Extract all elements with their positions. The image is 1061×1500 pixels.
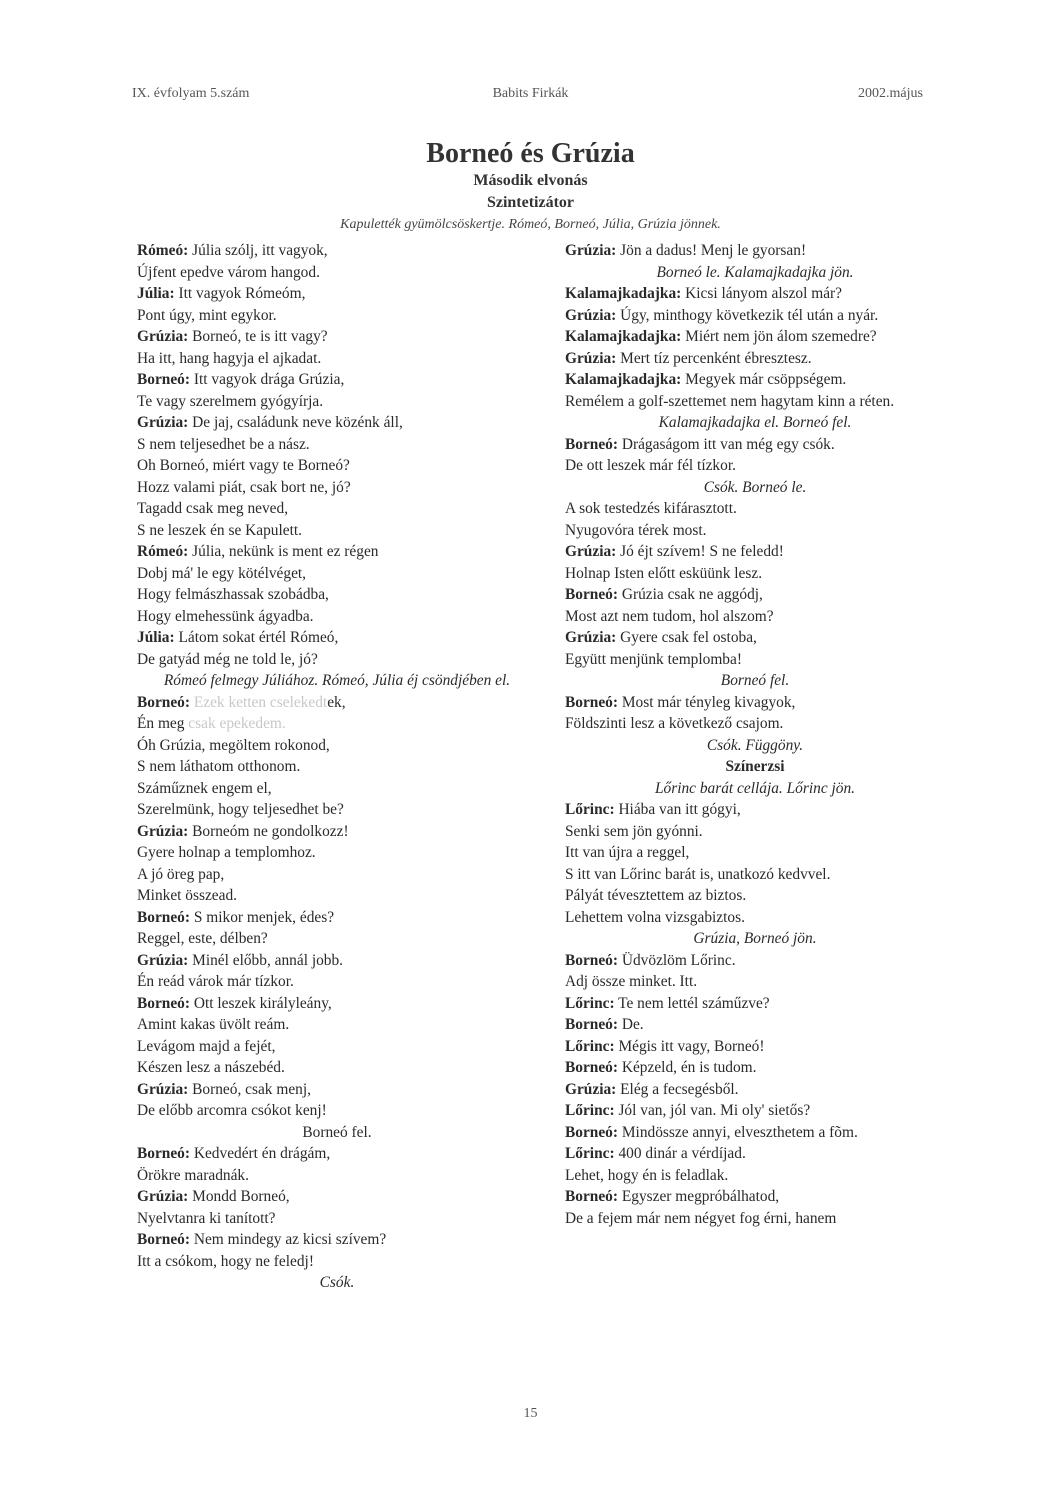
line-text: Minket összead. — [137, 887, 238, 904]
line-text: Borneó, csak menj, — [188, 1080, 311, 1098]
speaker-name: Lőrinc: — [565, 801, 615, 818]
dialogue-line — [565, 993, 945, 1015]
dialogue-line — [137, 240, 537, 262]
line-text: Borneóm ne gondolkozz! — [188, 822, 349, 840]
line-text: 400 dinár a vérdíjad. — [614, 1145, 746, 1162]
dialogue-line — [565, 584, 945, 606]
line-text: Szerelmünk, hogy teljesedhet be? — [137, 801, 344, 818]
speaker-name: Borneó: — [565, 435, 619, 453]
line-text: Képzeld, én is tudom. — [618, 1059, 757, 1076]
dialogue-line — [137, 1165, 537, 1187]
line-text: Amint kakas üvölt reám. — [137, 1016, 290, 1033]
line-text: Ha itt, hang hagyja el ajkadat. — [137, 349, 322, 367]
dialogue-line — [565, 627, 945, 649]
line-text: Kedvedért én drágám, — [190, 1145, 331, 1162]
line-text: Drágaságom itt van még egy csók. — [618, 435, 835, 453]
dialogue-line — [565, 606, 945, 628]
scene-title: Szintetizátor — [486, 194, 575, 211]
line-text: Mert tíz percenként ébresztesz. — [616, 349, 812, 367]
line-text: Üdvözlöm Lőrinc. — [618, 951, 736, 969]
speaker-name: Grúzia: — [565, 629, 617, 646]
line-text: Most azt nem tudom, hol alszom? — [565, 607, 774, 625]
right-column — [565, 240, 945, 1229]
line-text: Reggel, este, délben? — [137, 930, 268, 947]
line-text: De előbb arcomra csókot kenj! — [137, 1102, 327, 1119]
dialogue-line — [137, 348, 537, 370]
dialogue-line — [565, 1079, 945, 1101]
speaker-name: Borneó: — [137, 1145, 191, 1162]
line-text: Óh Grúzia, megöltem rokonod, — [137, 736, 330, 754]
dialogue-line — [137, 434, 537, 456]
line-text: A jó öreg pap, — [137, 865, 225, 883]
dialogue-line — [137, 1036, 537, 1058]
dialogue-line — [137, 735, 537, 757]
dialogue-line — [137, 993, 537, 1015]
dialogue-line — [565, 950, 945, 972]
dialogue-line — [137, 283, 537, 305]
line-text: Újfent epedve várom hangod. — [137, 263, 320, 281]
line-text: Jó éjt szívem! S ne feledd! — [616, 543, 784, 560]
dialogue-line — [565, 455, 945, 477]
speaker-name: Grúzia: — [137, 328, 189, 345]
speaker-name: Kalamajkadajka: — [565, 371, 682, 388]
header-date: 2002.május — [858, 86, 923, 101]
speaker-name: Lőrinc: — [565, 1102, 615, 1119]
dialogue-line — [565, 842, 945, 864]
speaker-name: Grúzia: — [565, 242, 617, 259]
dialogue-line — [137, 369, 537, 391]
dialogue-line — [137, 971, 537, 993]
line-text: Holnap Isten előtt esküünk lesz. — [565, 564, 763, 582]
speaker-name: Lőrinc: — [565, 1037, 615, 1055]
dialogue-line — [565, 821, 945, 843]
dialogue-line — [565, 348, 945, 370]
line-text: Kicsi lányom alszol már? — [681, 285, 842, 302]
speaker-name: Borneó: — [137, 693, 191, 711]
line-text: Egyszer megpróbálhatod, — [618, 1188, 780, 1205]
dialogue-line — [137, 627, 537, 649]
line-text: Hozz valami piát, csak bort ne, jó? — [137, 478, 351, 496]
line-text: Hogy felmászhassak szobádba, — [137, 586, 329, 603]
dialogue-line — [137, 606, 537, 628]
faded-text: csak epekedem. — [184, 715, 286, 732]
dialogue-line — [565, 520, 945, 542]
dialogue-line — [137, 498, 537, 520]
line-text: De ott leszek már fél tízkor. — [565, 457, 736, 474]
dialogue-line — [565, 391, 945, 413]
dialogue-line — [137, 649, 537, 671]
dialogue-line — [137, 1100, 537, 1122]
stage-direction: Csók. — [319, 1274, 355, 1291]
speaker-name: Grúzia: — [137, 1080, 189, 1098]
dialogue-line — [137, 563, 537, 585]
line-text: Mindössze annyi, elveszthetem a fõm. — [618, 1123, 858, 1141]
line-text: Remélem a golf-szettemet nem hagytam kinn a réten. — [565, 392, 895, 410]
speaker-name: Grúzia: — [137, 822, 189, 840]
dialogue-line — [137, 928, 537, 950]
dialogue-line — [137, 305, 537, 327]
dialogue-line — [565, 692, 945, 714]
line-text: A sok testedzés kifárasztott. — [565, 500, 737, 517]
speaker-name: Borneó: — [565, 693, 619, 711]
dialogue-line — [137, 520, 537, 542]
line-text: Ott leszek királyleány, — [190, 994, 332, 1012]
dialogue-line — [565, 283, 945, 305]
dialogue-line — [565, 1186, 945, 1208]
dialogue-line — [565, 1208, 945, 1230]
header-issue: IX. évfolyam 5.szám — [132, 86, 250, 101]
dialogue-line — [137, 391, 537, 413]
speaker-name: Rómeó: — [137, 543, 189, 560]
line-text: Látom sokat értél Rómeó, — [174, 629, 339, 646]
stage-direction: Borneó fel. — [302, 1123, 372, 1141]
line-text: Megyek már csöppségem. — [681, 371, 847, 388]
speaker-name: Borneó: — [565, 951, 619, 969]
speaker-name: Grúzia: — [565, 349, 617, 367]
line-text: S nem teljesedhet be a nász. — [137, 435, 310, 453]
line-text: Senki sem jön gyónni. — [565, 822, 703, 840]
line-text: Én reád várok már tízkor. — [137, 973, 294, 990]
stage-direction: Kalamajkadajka el. Borneó fel. — [658, 414, 852, 431]
dialogue-line — [137, 1057, 537, 1079]
line-text: Lehettem volna vizsgabiztos. — [565, 908, 745, 926]
line-text: De. — [618, 1016, 644, 1033]
line-text: Elég a fecsegésből. — [616, 1080, 739, 1098]
dialogue-line — [137, 950, 537, 972]
dialogue-line — [565, 434, 945, 456]
line-text: Júlia szólj, itt vagyok, — [188, 242, 328, 259]
page-subtitle: Második elvonás — [473, 172, 588, 189]
dialogue-line — [565, 305, 945, 327]
dialogue-line — [565, 907, 945, 929]
dialogue-line — [565, 971, 945, 993]
line-text: Itt vagyok Rómeóm, — [174, 285, 306, 302]
dialogue-line — [137, 842, 537, 864]
stage-direction: Grúzia, Borneó jön. — [693, 930, 817, 947]
line-text: Pályát tévesztettem az biztos. — [565, 887, 747, 904]
line-text: Mondd Borneó, — [188, 1188, 290, 1205]
line-text: Minél előbb, annál jobb. — [188, 951, 344, 969]
stage-direction: Borneó fel. — [720, 672, 790, 689]
line-text: Dobj má' le egy kötélvéget, — [137, 564, 307, 582]
line-text: De gatyád még ne told le, jó? — [137, 650, 318, 668]
dialogue-line — [137, 799, 537, 821]
speaker-name: Grúzia: — [137, 414, 189, 431]
dialogue-line — [137, 692, 537, 714]
line-text: Jön a dadus! Menj le gyorsan! — [616, 242, 807, 259]
speaker-name: Borneó: — [137, 371, 191, 388]
stage-direction: Rómeó felmegy Júliához. Rómeó, Júlia éj csöndjében el. — [163, 672, 511, 689]
scene-heading: Színerzsi — [725, 758, 785, 775]
dialogue-line — [137, 584, 537, 606]
line-text: Te nem lettél száműzve? — [614, 994, 770, 1012]
dialogue-line — [565, 498, 945, 520]
dialogue-line — [137, 821, 537, 843]
dialogue-line — [565, 541, 945, 563]
line-text: Adj össze minket. Itt. — [565, 973, 698, 990]
line-text: De a fejem már nem négyet fog érni, hanem — [565, 1209, 837, 1227]
dialogue-line — [565, 1057, 945, 1079]
dialogue-line — [565, 1100, 945, 1122]
dialogue-line — [137, 477, 537, 499]
line-text: Nem mindegy az kicsi szívem? — [190, 1231, 387, 1248]
speaker-name: Lőrinc: — [565, 1145, 615, 1162]
dialogue-line — [137, 1014, 537, 1036]
speaker-name: Borneó: — [137, 1231, 191, 1248]
speaker-name: Júlia: — [137, 629, 175, 646]
speaker-name: Borneó: — [565, 1016, 619, 1033]
dialogue-line — [137, 1186, 537, 1208]
opening-stage-direction: Kapulették gyümölcsöskertje. Rómeó, Borneó, Júlia, Grúzia jönnek. — [340, 217, 721, 232]
line-text: Miért nem jön álom szemedre? — [681, 328, 877, 345]
dialogue-line — [565, 563, 945, 585]
dialogue-line — [565, 799, 945, 821]
line-text: Itt vagyok drága Grúzia, — [190, 371, 345, 388]
line-text: Pont úgy, mint egykor. — [137, 306, 277, 324]
dialogue-line — [565, 885, 945, 907]
line-text: Lehet, hogy én is feladlak. — [565, 1166, 729, 1184]
line-text: Hiába van itt gógyi, — [614, 801, 741, 818]
line-text: Tagadd csak meg neved, — [137, 500, 289, 517]
speaker-name: Grúzia: — [565, 1080, 617, 1098]
speaker-name: Grúzia: — [137, 1188, 189, 1205]
dialogue-line — [137, 1229, 537, 1251]
speaker-name: Rómeó: — [137, 242, 189, 259]
line-text: Földszinti lesz a következő csajom. — [565, 715, 784, 732]
speaker-name: Lőrinc: — [565, 994, 615, 1012]
line-text: Én meg — [137, 715, 185, 732]
dialogue-line — [565, 1036, 945, 1058]
speaker-name: Grúzia: — [565, 306, 617, 324]
dialogue-line — [137, 864, 537, 886]
line-text: S nem láthatom otthonom. — [137, 758, 301, 775]
dialogue-line — [137, 412, 537, 434]
dialogue-line — [565, 369, 945, 391]
speaker-name: Grúzia: — [565, 543, 617, 560]
line-text: De jaj, családunk neve közénk áll, — [188, 414, 403, 431]
line-text: Júlia, nekünk is ment ez régen — [188, 543, 379, 560]
line-text: Itt a csókom, hogy ne feledj! — [137, 1252, 314, 1270]
dialogue-line — [137, 756, 537, 778]
line-text: Nyelvtanra ki tanított? — [137, 1209, 276, 1227]
line-text: Gyere csak fel ostoba, — [616, 629, 757, 646]
stage-direction: Borneó le. Kalamajkadajka jön. — [656, 263, 854, 281]
dialogue-line — [137, 1143, 537, 1165]
speaker-name: Borneó: — [137, 994, 191, 1012]
line-text: Oh Borneó, miért vagy te Borneó? — [137, 457, 350, 474]
dialogue-line — [137, 778, 537, 800]
dialogue-line — [565, 864, 945, 886]
line-text: Örökre maradnák. — [137, 1166, 249, 1184]
dialogue-line — [137, 1079, 537, 1101]
dialogue-line — [565, 326, 945, 348]
dialogue-line — [137, 455, 537, 477]
line-text: Nyugovóra térek most. — [565, 521, 707, 539]
line-text: S itt van Lőrinc barát is, unatkozó kedvvel. — [565, 865, 831, 883]
dialogue-line — [137, 907, 537, 929]
stage-direction: Csók. Függöny. — [706, 736, 804, 754]
line-text: Együtt menjünk templomba! — [565, 650, 742, 668]
dialogue-line — [565, 240, 945, 262]
dialogue-line — [137, 713, 537, 735]
speaker-name: Borneó: — [565, 1123, 619, 1141]
dialogue-line — [137, 541, 537, 563]
speaker-name: Borneó: — [565, 1188, 619, 1205]
dialogue-line — [565, 1165, 945, 1187]
dialogue-line — [137, 1251, 537, 1273]
line-text: S mikor menjek, édes? — [190, 908, 335, 926]
line-text: Gyere holnap a templomhoz. — [137, 844, 316, 861]
page-number: 15 — [523, 1406, 538, 1421]
dialogue-line — [565, 1014, 945, 1036]
dialogue-line — [137, 885, 537, 907]
header-publication: Babits Firkák — [492, 86, 569, 101]
stage-direction: Lőrinc barát cellája. Lőrinc jön. — [654, 779, 856, 797]
line-text: Te vagy szerelmem gyógyírja. — [137, 392, 324, 410]
line-text: Jól van, jól van. Mi oly' sietős? — [614, 1102, 811, 1119]
left-column — [137, 240, 537, 1294]
speaker-name: Júlia: — [137, 285, 175, 302]
line-text: Grúzia csak ne aggódj, — [618, 586, 763, 603]
dialogue-line — [565, 1122, 945, 1144]
dialogue-line — [137, 262, 537, 284]
dialogue-line — [565, 649, 945, 671]
speaker-name: Borneó: — [565, 586, 619, 603]
line-text: Úgy, minthogy következik tél után a nyár. — [616, 306, 879, 324]
dialogue-line — [565, 713, 945, 735]
dialogue-line — [137, 1208, 537, 1230]
line-text: Borneó, te is itt vagy? — [188, 328, 328, 345]
line-text: S ne leszek én se Kapulett. — [137, 521, 302, 539]
speaker-name: Borneó: — [565, 1059, 619, 1076]
line-text: Most már tényleg kivagyok, — [618, 693, 796, 711]
speaker-name: Grúzia: — [137, 951, 189, 969]
dialogue-line — [565, 1143, 945, 1165]
speaker-name: Kalamajkadajka: — [565, 285, 682, 302]
page-title: Borneó és Grúzia — [426, 138, 635, 169]
line-text: Készen lesz a nászebéd. — [137, 1059, 285, 1076]
line-text: Száműznek engem el, — [137, 779, 272, 797]
line-text: ek, — [327, 693, 346, 711]
line-text: Mégis itt vagy, Borneó! — [614, 1037, 765, 1055]
faded-text: Ezek ketten cselekedt — [190, 693, 328, 711]
speaker-name: Kalamajkadajka: — [565, 328, 682, 345]
stage-direction: Csók. Borneó le. — [703, 478, 807, 496]
line-text: Hogy elmehessünk ágyadba. — [137, 607, 314, 625]
dialogue-line — [137, 326, 537, 348]
line-text: Itt van újra a reggel, — [565, 844, 690, 861]
line-text: Levágom majd a fejét, — [137, 1037, 276, 1055]
speaker-name: Borneó: — [137, 908, 191, 926]
